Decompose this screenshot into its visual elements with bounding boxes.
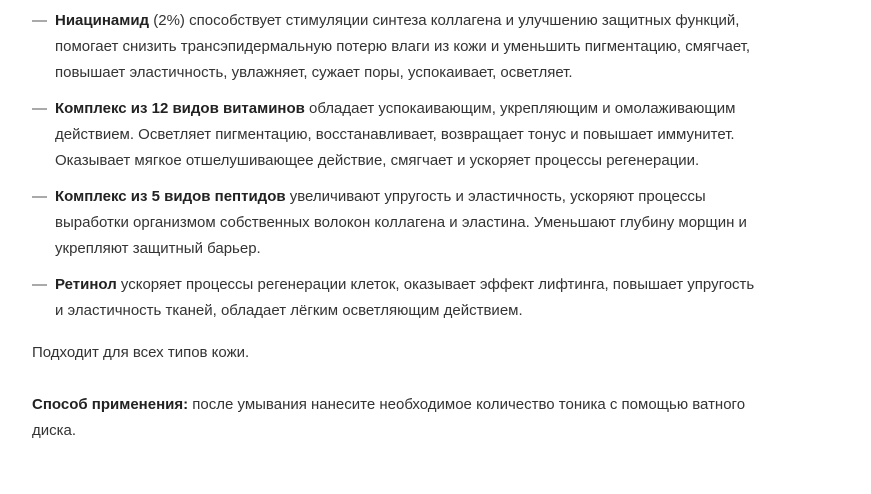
list-item bbox=[32, 96, 755, 174]
ingredient-name: Ниацинамид bbox=[55, 12, 150, 29]
list-item bbox=[32, 8, 755, 86]
skin-type-note: Подходит для всех типов кожи. bbox=[32, 344, 250, 361]
ingredient-name: Комплекс из 12 видов витаминов bbox=[55, 100, 305, 117]
dash-marker: — bbox=[32, 188, 47, 205]
dash-marker: — bbox=[32, 12, 47, 29]
usage-instructions bbox=[32, 392, 752, 444]
ingredients-list bbox=[32, 8, 871, 324]
ingredient-description: обладает успокаивающим, укрепляющим и омолаживающим действием. Осветляет пигментацию, восстанавливает, возвращает тонус и повышает иммунитет. Оказывает мягкое отшелушивающее действие, смягчает и ускоряет процессы регенерации. bbox=[55, 100, 736, 169]
usage-label: Способ применения: bbox=[32, 396, 189, 413]
usage-text: после умывания нанесите необходимое количество тоника с помощью ватного диска. bbox=[32, 396, 746, 439]
ingredient-name: Ретинол bbox=[55, 276, 117, 293]
dash-marker: — bbox=[32, 100, 47, 117]
ingredient-name: Комплекс из 5 видов пептидов bbox=[55, 188, 286, 205]
list-item bbox=[32, 272, 755, 324]
ingredient-description: ускоряет процессы регенерации клеток, оказывает эффект лифтинга, повышает упругость и эластичность тканей, обладает лёгким осветляющим действием. bbox=[55, 276, 755, 319]
ingredient-description: (2%) способствует стимуляции синтеза коллагена и улучшению защитных функций, помогает снизить трансэпидермальную потерю влаги из кожи и уменьшить пигментацию, смягчает, повышает эластичность, увлажняет, сужает поры, успокаивает, осветляет. bbox=[55, 12, 751, 81]
ingredient-description: увеличивают упругость и эластичность, ускоряют процессы выработки организмом собственных волокон коллагена и эластина. Уменьшают глубину морщин и укрепляют защитный барьер. bbox=[55, 188, 747, 257]
dash-marker: — bbox=[32, 276, 47, 293]
list-item bbox=[32, 184, 755, 262]
